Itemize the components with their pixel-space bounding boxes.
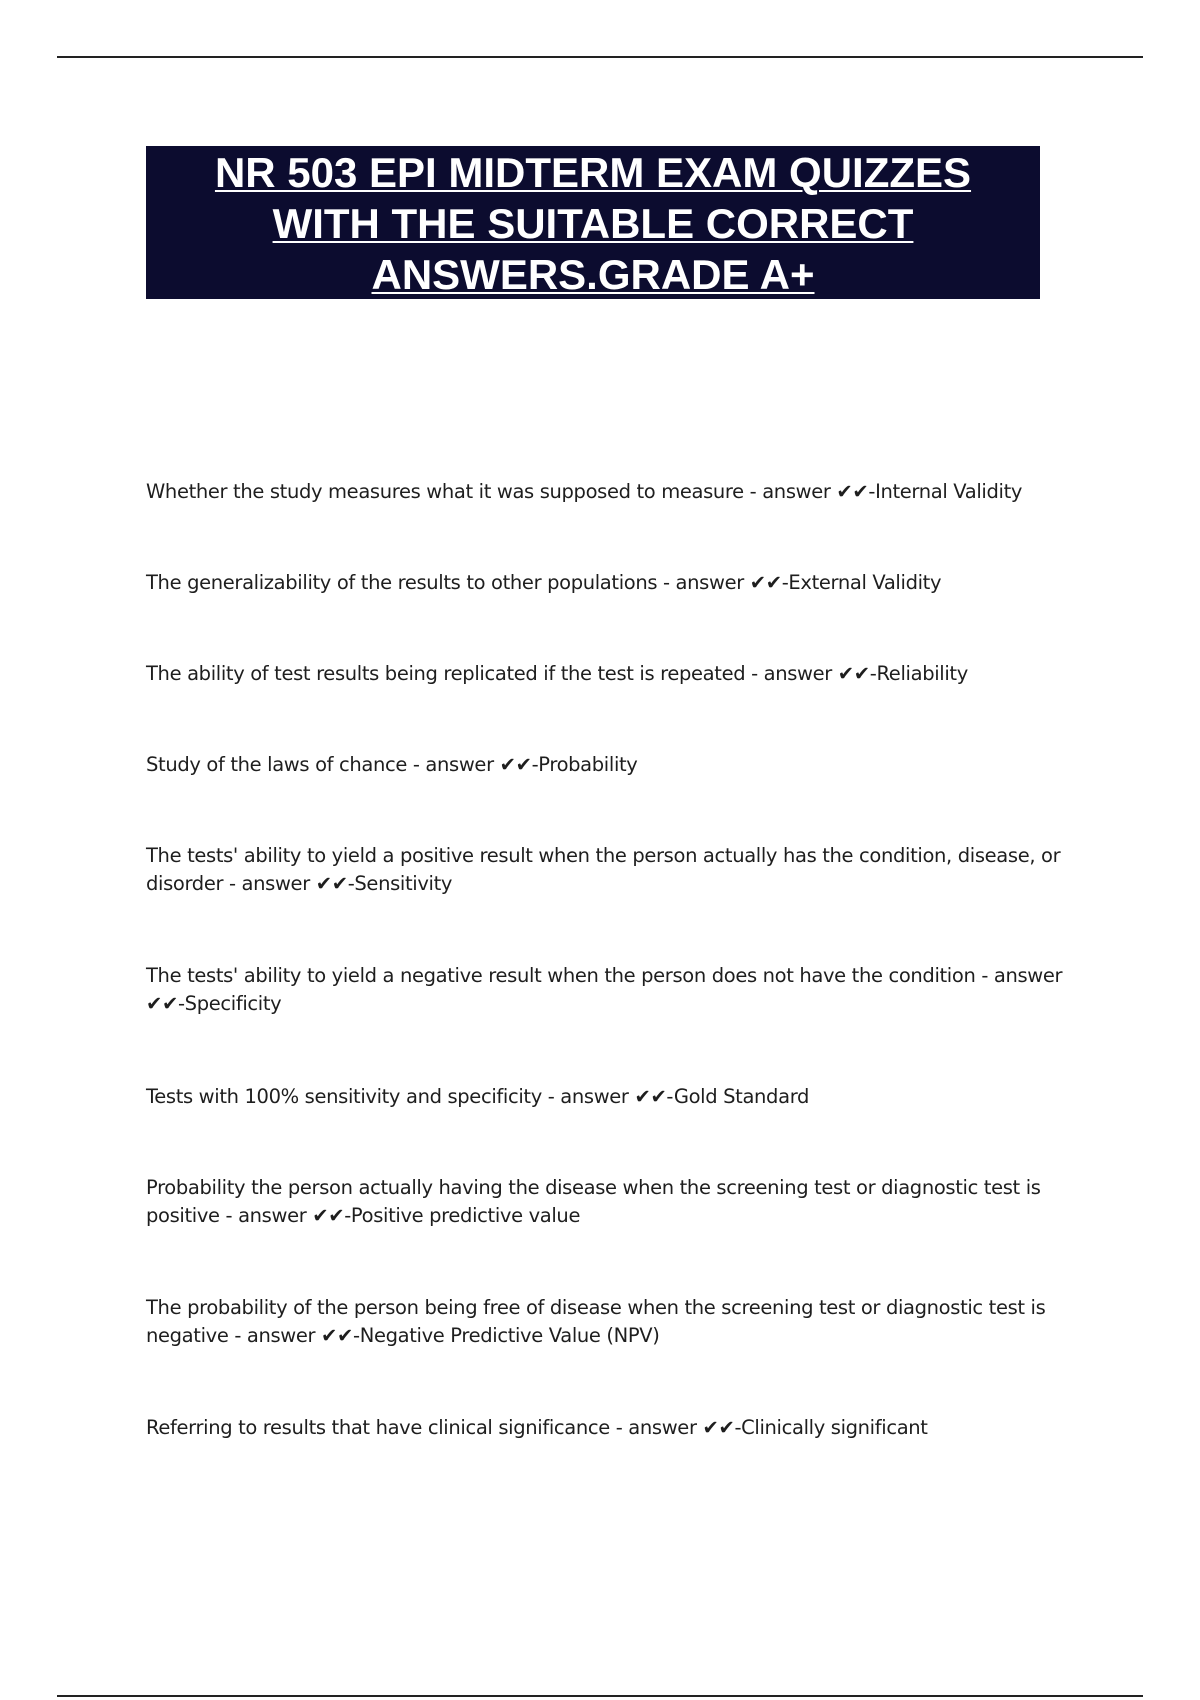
answer-text: Clinically significant [741, 1416, 928, 1439]
question-text: Referring to results that have clinical significance [146, 1416, 610, 1439]
answer-text: Sensitivity [354, 872, 453, 895]
qa-item [146, 1083, 1086, 1111]
answer-marker: - answer ✔✔- [657, 571, 789, 594]
qa-item [146, 1174, 1086, 1230]
question-text: The tests' ability to yield a negative result when the person does not have the condition [146, 964, 976, 987]
answer-marker: - answer ✔✔- [541, 1085, 674, 1108]
question-text: The tests' ability to yield a positive result when the person actually has the condition, disease, or disorder [146, 844, 1061, 895]
qa-item [146, 569, 1086, 597]
answer-text: Probability [538, 753, 638, 776]
qa-item [146, 660, 1086, 688]
question-text: The generalizability of the results to other populations [146, 571, 658, 594]
title-banner [146, 146, 1040, 299]
question-text: Tests with 100% sensitivity and specificity [146, 1085, 542, 1108]
answer-marker: - answer ✔✔- [146, 964, 1063, 1015]
qa-item [146, 842, 1086, 898]
answer-marker: - answer ✔✔- [743, 480, 876, 503]
qa-item [146, 962, 1086, 1018]
answer-marker: - answer ✔✔- [223, 872, 355, 895]
qa-item [146, 1294, 1086, 1350]
answer-text: External Validity [788, 571, 942, 594]
answer-marker: - answer ✔✔- [228, 1324, 360, 1347]
qa-item [146, 478, 1086, 506]
bottom-rule [57, 1695, 1143, 1697]
answer-text: Gold Standard [673, 1085, 810, 1108]
question-text: Probability the person actually having the disease when the screening test or diagnostic test is positive [146, 1176, 1041, 1227]
answer-text: Specificity [184, 992, 282, 1015]
document-title: NR 503 EPI MIDTERM EXAM QUIZZES WITH THE SUITABLE CORRECT ANSWERS.GRADE A+ [214, 149, 972, 298]
answer-text: Reliability [876, 662, 968, 685]
answer-marker: - answer ✔✔- [407, 753, 539, 776]
answer-text: Positive predictive value [350, 1204, 581, 1227]
question-text: Whether the study measures what it was supposed to measure [146, 480, 744, 503]
question-text: The probability of the person being free of disease when the screening test or diagnostic test is negative [146, 1296, 1046, 1347]
question-text: The ability of test results being replicated if the test is repeated [146, 662, 746, 685]
question-text: Study of the laws of chance [146, 753, 408, 776]
answer-marker: - answer ✔✔- [745, 662, 877, 685]
top-rule [57, 56, 1143, 58]
qa-item [146, 1414, 1086, 1442]
answer-marker: - answer ✔✔- [219, 1204, 351, 1227]
answer-marker: - answer ✔✔- [609, 1416, 742, 1439]
answer-text: Internal Validity [875, 480, 1023, 503]
qa-item [146, 751, 1086, 779]
answer-text: Negative Predictive Value (NPV) [359, 1324, 660, 1347]
